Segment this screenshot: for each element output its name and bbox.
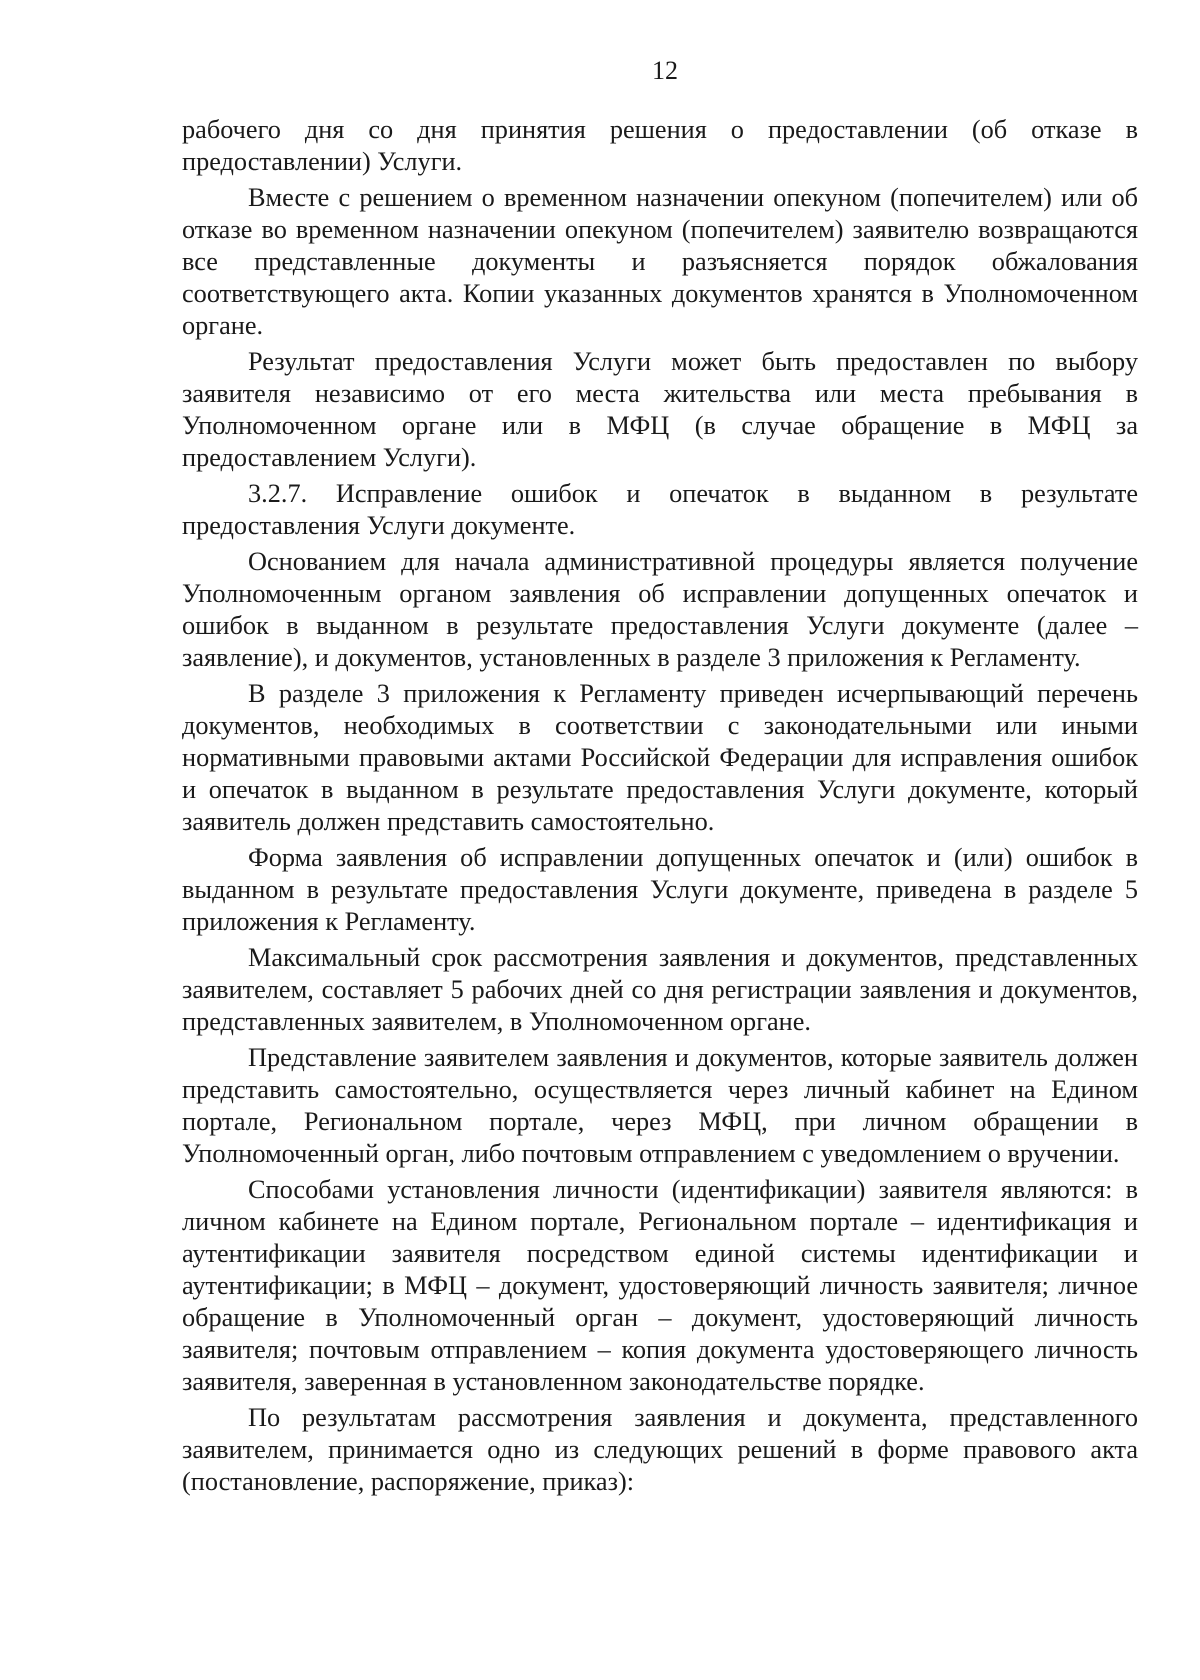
document-body xyxy=(182,114,1138,1498)
paragraph-documents-return: Вместе с решением о временном назначении опекуном (попечителем) или об отказе во временном назначении опекуном (попечителем) заявителю возвращаются все представленные документы и разъясняется порядок обжалования соответствующего акта. Копии указанных документов хранятся в Уполномоченном органе. xyxy=(182,183,1138,340)
page-number: 12 xyxy=(652,56,678,85)
paragraph-review-deadline: Максимальный срок рассмотрения заявления и документов, представленных заявителем, составляет 5 рабочих дней со дня регистрации заявления и документов, представленных заявителем, в Уполномоченном органе. xyxy=(182,943,1138,1036)
paragraph-result-delivery: Результат предоставления Услуги может быть предоставлен по выбору заявителя независимо от его места жительства или места пребывания в Уполномоченном органе или в МФЦ (в случае обращение в МФЦ за предоставлением Услуги). xyxy=(182,347,1138,472)
paragraph-continuation: рабочего дня со дня принятия решения о предоставлении (об отказе в предоставлении) Услуги. xyxy=(182,115,1138,176)
paragraph-identification-methods: Способами установления личности (идентификации) заявителя являются: в личном кабинете на Едином портале, Региональном портале – идентификация и аутентификации заявителя посредством единой системы идентификации и аутентификации; в МФЦ – документ, удостоверяющий личность заявителя; личное обращение в Уполномоченный орган – документ, удостоверяющий личность заявителя; почтовым отправлением – копия документа удостоверяющего личность заявителя, заверенная в установленном законодательстве порядке. xyxy=(182,1175,1138,1396)
paragraph-application-form: Форма заявления об исправлении допущенных опечаток и (или) ошибок в выданном в результате предоставления Услуги документе, приведена в разделе 5 приложения к Регламенту. xyxy=(182,843,1138,936)
paragraph-submission-methods: Представление заявителем заявления и документов, которые заявитель должен представить самостоятельно, осуществляется через личный кабинет на Едином портале, Региональном портале, через МФЦ, при личном обращении в Уполномоченный орган, либо почтовым отправлением с уведомлением о вручении. xyxy=(182,1043,1138,1168)
paragraph-required-documents: В разделе 3 приложения к Регламенту приведен исчерпывающий перечень документов, необходимых в соответствии с законодательными или иными нормативными правовыми актами Российской Федерации для исправления ошибок и опечаток в выданном в результате предоставления Услуги документе, который заявитель должен представить самостоятельно. xyxy=(182,679,1138,836)
paragraph-decision-forms: По результатам рассмотрения заявления и документа, представленного заявителем, принимается одно из следующих решений в форме правового акта (постановление, распоряжение, приказ): xyxy=(182,1403,1138,1496)
section-heading-3-2-7: 3.2.7. Исправление ошибок и опечаток в выданном в результате предоставления Услуги документе. xyxy=(182,479,1138,540)
paragraph-procedure-basis: Основанием для начала административной процедуры является получение Уполномоченным органом заявления об исправлении допущенных опечаток и ошибок в выданном в результате предоставления Услуги документе (далее – заявление), и документов, установленных в разделе 3 приложения к Регламенту. xyxy=(182,547,1138,672)
